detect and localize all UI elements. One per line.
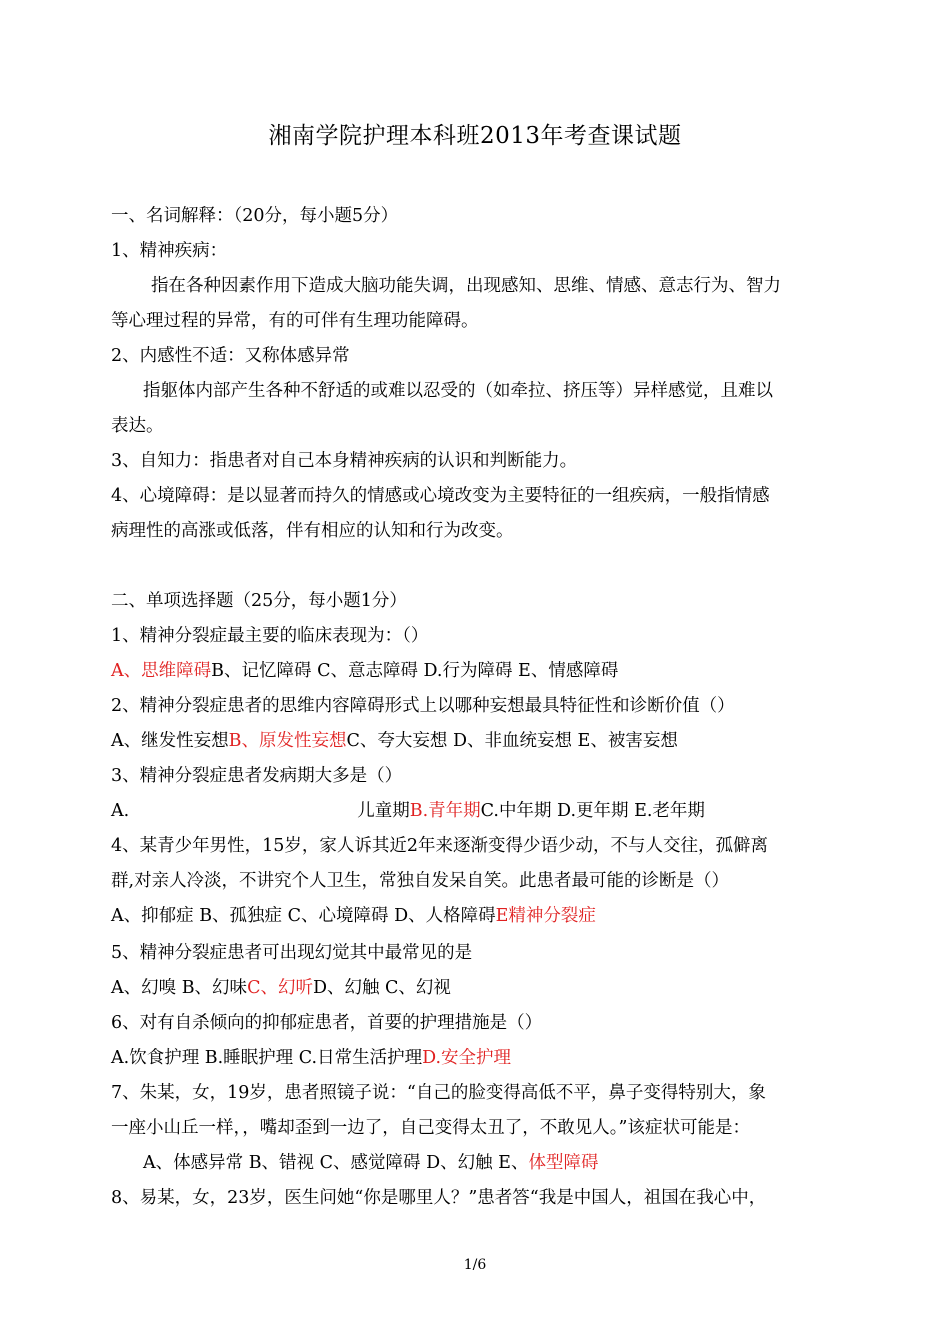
s2-q7-other-options: A、体感异常 B、错视 C、感觉障碍 D、幻触 E、 — [143, 1153, 529, 1173]
s2-q6: 6、对有自杀倾向的抑郁症患者，首要的护理措施是（） — [111, 1013, 543, 1033]
s1-q2-line2: 表达。 — [111, 416, 164, 436]
s1-q2-line1: 指躯体内部产生各种不舒适的或难以忍受的（如牵拉、挤压等）异样感觉，且难以 — [143, 381, 773, 401]
s2-q2: 2、精神分裂症患者的思维内容障碍形式上以哪种妄想最具特征性和诊断价值（） — [111, 696, 735, 716]
s2-q4-options — [111, 903, 843, 929]
s2-q3-option-a: A. — [111, 801, 130, 821]
s1-q1-line1: 指在各种因素作用下造成大脑功能失调，出现感知、思维、情感、意志行为、智力 — [151, 276, 781, 296]
s2-q5-options-a: A、幻嗅 B、幻味 — [111, 978, 248, 998]
s1-q3: 3、自知力：指患者对自己本身精神疾病的认识和判断能力。 — [111, 451, 578, 471]
s2-q3-options — [111, 798, 843, 824]
s2-q7-line1: 7、朱某，女，19岁，患者照镜子说：“自己的脸变得高低不平，鼻子变得特别大，象 — [111, 1083, 766, 1103]
s2-q2-option-a: A、继发性妄想 — [111, 731, 229, 751]
s2-q2-options — [111, 728, 843, 754]
s2-q3-option-a-text: 儿童期 — [357, 801, 410, 821]
s2-q5-options-b: D、幻触 C、幻视 — [312, 978, 451, 998]
s1-q4-line2: 病理性的高涨或低落，伴有相应的认知和行为改变。 — [111, 521, 514, 541]
s2-q4-line1: 4、某青少年男性，15岁，家人诉其近2年来逐渐变得少语少动，不与人交往，孤僻离 — [111, 836, 769, 856]
s2-q7-line2: 一座小山丘一样，，嘴却歪到一边了，自己变得太丑了，不敢见人。”该症状可能是： — [111, 1118, 750, 1138]
s2-q3: 3、精神分裂症患者发病期大多是（） — [111, 766, 403, 786]
s2-q1-answer: A、思维障碍 — [111, 661, 212, 681]
s2-q1-other-options: B、记忆障碍 C、意志障碍 D.行为障碍 E、情感障碍 — [211, 661, 619, 681]
s2-q5: 5、精神分裂症患者可出现幻觉其中最常见的是 — [111, 943, 473, 963]
s2-q4-line2: 群,对亲人冷淡，不讲究个人卫生，常独自发呆自笑。此患者最可能的诊断是（） — [111, 871, 730, 891]
s2-q6-answer: D.安全护理 — [422, 1048, 512, 1068]
s2-q1-options — [111, 658, 843, 684]
page-number: 1/6 — [463, 1257, 487, 1273]
s2-q7-options — [143, 1150, 875, 1176]
s2-q3-answer: B.青年期 — [409, 801, 481, 821]
s2-q5-options — [111, 975, 843, 1001]
s1-q4-line1: 4、心境障碍：是以显著而持久的情感或心境改变为主要特征的一组疾病，一般指情感 — [111, 486, 770, 506]
section1-heading: 一、名词解释：（20分，每小题5分） — [111, 206, 399, 226]
s2-q3-other-options: C.中年期 D.更年期 E.老年期 — [480, 801, 705, 821]
s2-q7-answer: 体型障碍 — [528, 1153, 599, 1173]
s1-q2-label: 2、内感性不适：又称体感异常 — [111, 346, 350, 366]
s2-q5-answer: C、幻听 — [247, 978, 313, 998]
section2-heading: 二、单项选择题（25分，每小题1分） — [111, 591, 407, 611]
s2-q6-options — [111, 1045, 843, 1071]
s2-q8-line1: 8、易某，女，23岁，医生问她“你是哪里人？”患者答“我是中国人，祖国在我心中， — [111, 1188, 767, 1208]
s2-q4-other-options: A、抑郁症 B、孤独症 C、心境障碍 D、人格障碍 — [111, 906, 496, 926]
s2-q2-answer: B、原发性妄想 — [228, 731, 347, 751]
s1-q1-line2: 等心理过程的异常，有的可伴有生理功能障碍。 — [111, 311, 479, 331]
s1-q1-label: 1、精神疾病： — [111, 241, 228, 261]
page-title: 湘南学院护理本科班2013年考查课试题 — [268, 123, 682, 149]
s2-q1: 1、精神分裂症最主要的临床表现为：（） — [111, 626, 429, 646]
s2-q4-answer: E精神分裂症 — [495, 906, 596, 926]
s2-q2-other-options: C、夸大妄想 D、非血统妄想 E、被害妄想 — [346, 731, 678, 751]
s2-q6-other-options: A.饮食护理 B.睡眠护理 C.日常生活护理 — [111, 1048, 423, 1068]
